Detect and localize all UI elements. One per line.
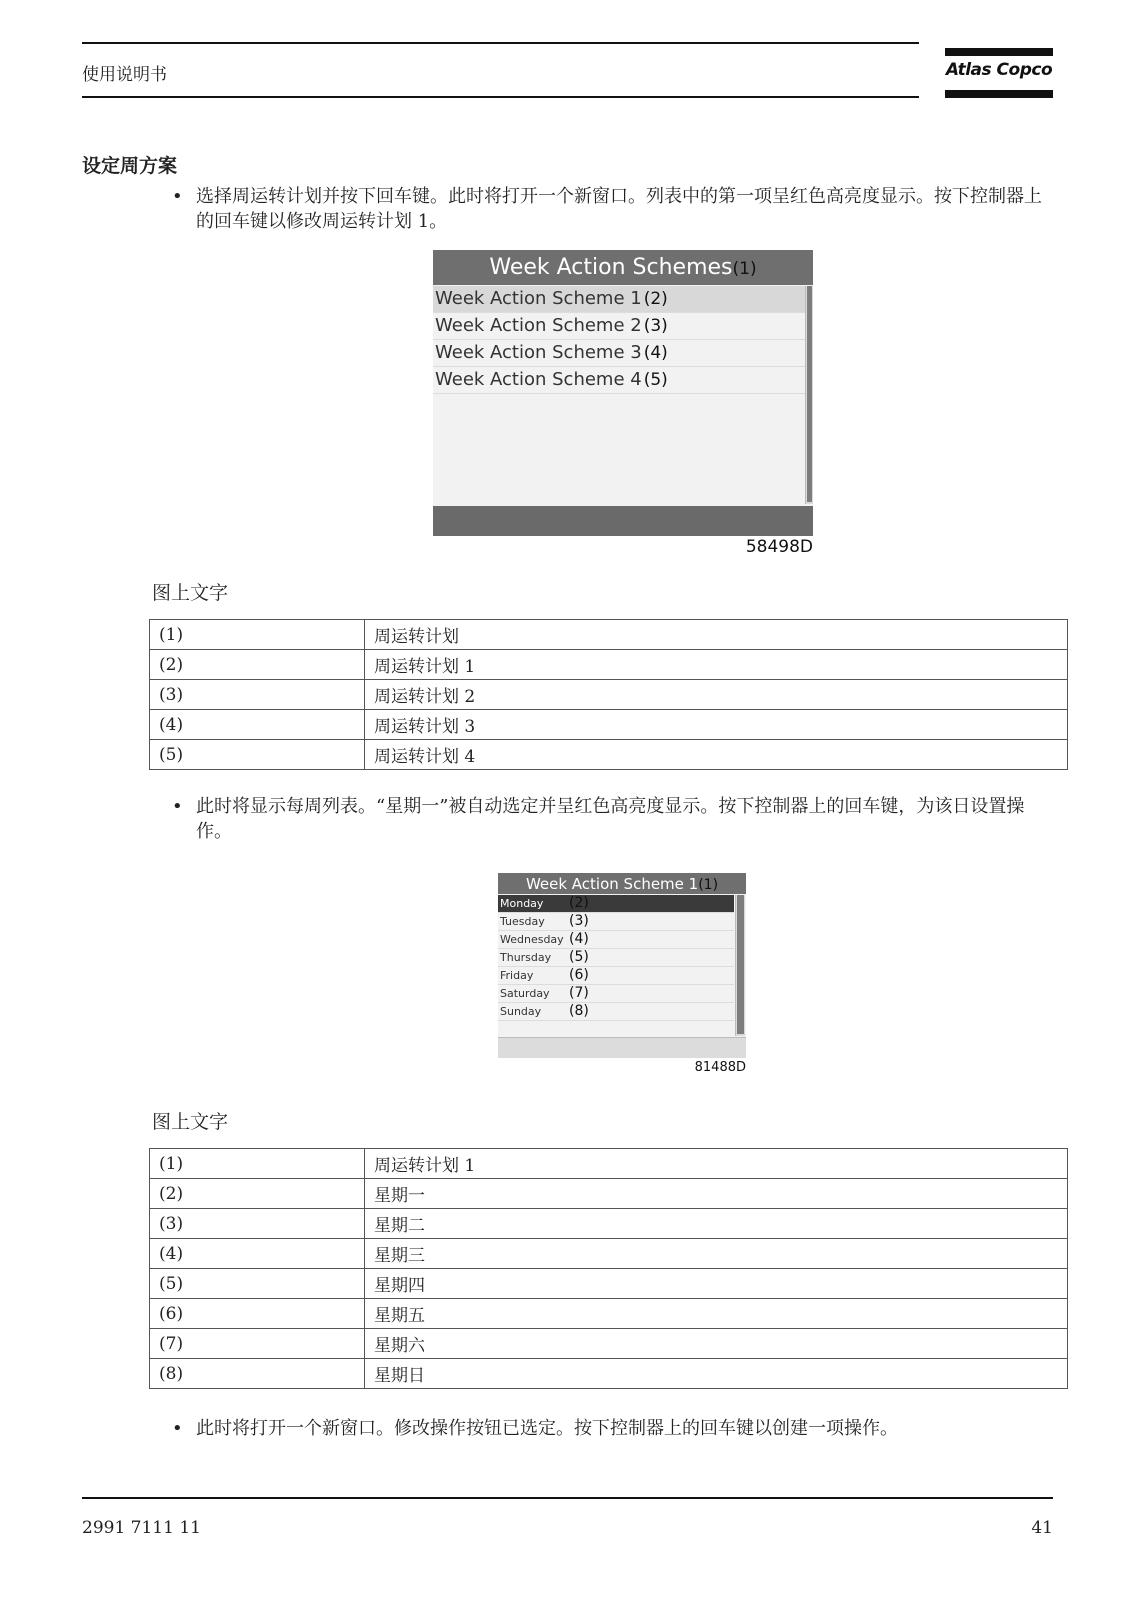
instruction-3: • 此时将打开一个新窗口。修改操作按钮已选定。按下控制器上的回车键以创建一项操作。 <box>172 1418 898 1439</box>
legend-value: 星期四 <box>365 1269 1068 1299</box>
table-row <box>150 1209 1068 1239</box>
list-item[interactable] <box>433 340 805 367</box>
instruction-2: • 此时将显示每周列表。“星期一”被自动选定并呈红色高亮度显示。按下控制器上的回车键，为该日设置操作。 <box>172 796 1025 842</box>
list-item[interactable] <box>433 367 805 394</box>
table-row <box>150 1329 1068 1359</box>
table-row <box>150 740 1068 770</box>
list-item-label: Friday <box>500 969 534 982</box>
legend-caption: 图上文字 <box>152 1111 229 1133</box>
legend-key: (5) <box>150 740 365 770</box>
screen-title-bar <box>498 873 746 894</box>
legend-value: 星期一 <box>365 1179 1068 1209</box>
legend-value: 星期五 <box>365 1299 1068 1329</box>
legend-key: (8) <box>150 1359 365 1389</box>
document-number: 2991 7111 11 <box>82 1518 201 1538</box>
callout-number: (3) <box>643 316 668 336</box>
day-list <box>498 895 734 1021</box>
legend-value: 周运转计划 4 <box>365 740 1068 770</box>
screen-bottom-bar <box>498 1037 746 1058</box>
screen-title-bar <box>433 250 813 285</box>
callout-number: (2) <box>643 289 668 309</box>
list-item-label: Saturday <box>500 987 550 1000</box>
bullet-icon: • <box>172 1418 183 1439</box>
legend-value: 周运转计划 <box>365 620 1068 650</box>
legend-table <box>149 1148 1068 1389</box>
list-item[interactable] <box>498 949 734 967</box>
list-item-label: Week Action Scheme 2 <box>435 315 642 336</box>
legend-value: 周运转计划 1 <box>365 1149 1068 1179</box>
callout-number: (5) <box>643 370 668 390</box>
list-item-label: Monday <box>500 897 544 910</box>
figure-id: 81488D <box>694 1060 746 1075</box>
list-item-label: Tuesday <box>500 915 545 928</box>
legend-caption: 图上文字 <box>152 582 229 604</box>
scrollbar-thumb[interactable] <box>737 895 744 1034</box>
list-item[interactable] <box>498 895 734 913</box>
table-row <box>150 620 1068 650</box>
scrollbar[interactable] <box>735 895 745 1036</box>
document-type: 使用说明书 <box>82 65 167 85</box>
scheme-list <box>433 286 805 394</box>
legend-key: (4) <box>150 1239 365 1269</box>
bullet-icon: • <box>172 186 183 207</box>
title-callout: (1) <box>698 877 719 893</box>
week-action-schemes-screen <box>433 250 813 536</box>
callout-number: (7) <box>569 985 589 1001</box>
scrollbar-thumb[interactable] <box>807 286 812 502</box>
legend-key: (6) <box>150 1299 365 1329</box>
list-item-label: Week Action Scheme 4 <box>435 369 642 390</box>
table-row <box>150 1269 1068 1299</box>
legend-table <box>149 619 1068 770</box>
legend-key: (1) <box>150 620 365 650</box>
page-number: 41 <box>1031 1518 1053 1538</box>
table-row <box>150 1359 1068 1389</box>
atlas-copco-logo <box>945 48 1053 102</box>
list-item[interactable] <box>498 985 734 1003</box>
instruction-1: • 选择周运转计划并按下回车键。此时将打开一个新窗口。列表中的第一项呈红色高亮度显示。按下控制器上的回车键以修改周运转计划 1。 <box>172 186 1042 232</box>
legend-key: (5) <box>150 1269 365 1299</box>
table-row <box>150 1149 1068 1179</box>
header-rule-top <box>82 42 919 44</box>
callout-number: (8) <box>569 1003 589 1019</box>
callout-number: (3) <box>569 913 589 929</box>
legend-value: 星期日 <box>365 1359 1068 1389</box>
list-item[interactable] <box>498 1003 734 1021</box>
callout-number: (6) <box>569 967 589 983</box>
header-rule-bottom <box>82 96 919 98</box>
legend-value: 周运转计划 2 <box>365 680 1068 710</box>
list-item-label: Week Action Scheme 3 <box>435 342 642 363</box>
footer-rule <box>82 1497 1053 1499</box>
list-item[interactable] <box>498 967 734 985</box>
legend-key: (3) <box>150 680 365 710</box>
table-row <box>150 680 1068 710</box>
table-row <box>150 650 1068 680</box>
legend-value: 周运转计划 3 <box>365 710 1068 740</box>
legend-value: 星期六 <box>365 1329 1068 1359</box>
legend-key: (1) <box>150 1149 365 1179</box>
table-row <box>150 1299 1068 1329</box>
callout-number: (2) <box>569 895 589 911</box>
legend-value: 星期二 <box>365 1209 1068 1239</box>
table-row <box>150 710 1068 740</box>
table-row <box>150 1179 1068 1209</box>
brand-name: Atlas Copco <box>945 60 1053 80</box>
scrollbar[interactable] <box>805 286 813 504</box>
callout-number: (4) <box>569 931 589 947</box>
legend-key: (2) <box>150 650 365 680</box>
list-item[interactable] <box>433 313 805 340</box>
legend-key: (4) <box>150 710 365 740</box>
screen-title: Week Action Schemes <box>489 255 733 280</box>
callout-number: (5) <box>569 949 589 965</box>
screen-bottom-bar <box>433 506 813 536</box>
list-item[interactable] <box>498 931 734 949</box>
section-title: 设定周方案 <box>82 155 178 177</box>
list-item-label: Thursday <box>500 951 552 964</box>
screen-title: Week Action Scheme 1 <box>525 875 699 893</box>
table-row <box>150 1239 1068 1269</box>
legend-key: (2) <box>150 1179 365 1209</box>
bullet-icon: • <box>172 796 183 817</box>
list-item-label: Wednesday <box>500 933 564 946</box>
legend-value: 周运转计划 1 <box>365 650 1068 680</box>
list-item-label: Week Action Scheme 1 <box>435 288 642 309</box>
list-item-label: Sunday <box>500 1005 542 1018</box>
week-action-scheme-1-screen <box>498 873 746 1058</box>
list-item[interactable] <box>498 913 734 931</box>
title-callout: (1) <box>732 259 757 279</box>
figure-id: 58498D <box>745 537 813 557</box>
legend-value: 星期三 <box>365 1239 1068 1269</box>
legend-key: (7) <box>150 1329 365 1359</box>
callout-number: (4) <box>643 343 668 363</box>
list-item[interactable] <box>433 286 805 313</box>
legend-key: (3) <box>150 1209 365 1239</box>
